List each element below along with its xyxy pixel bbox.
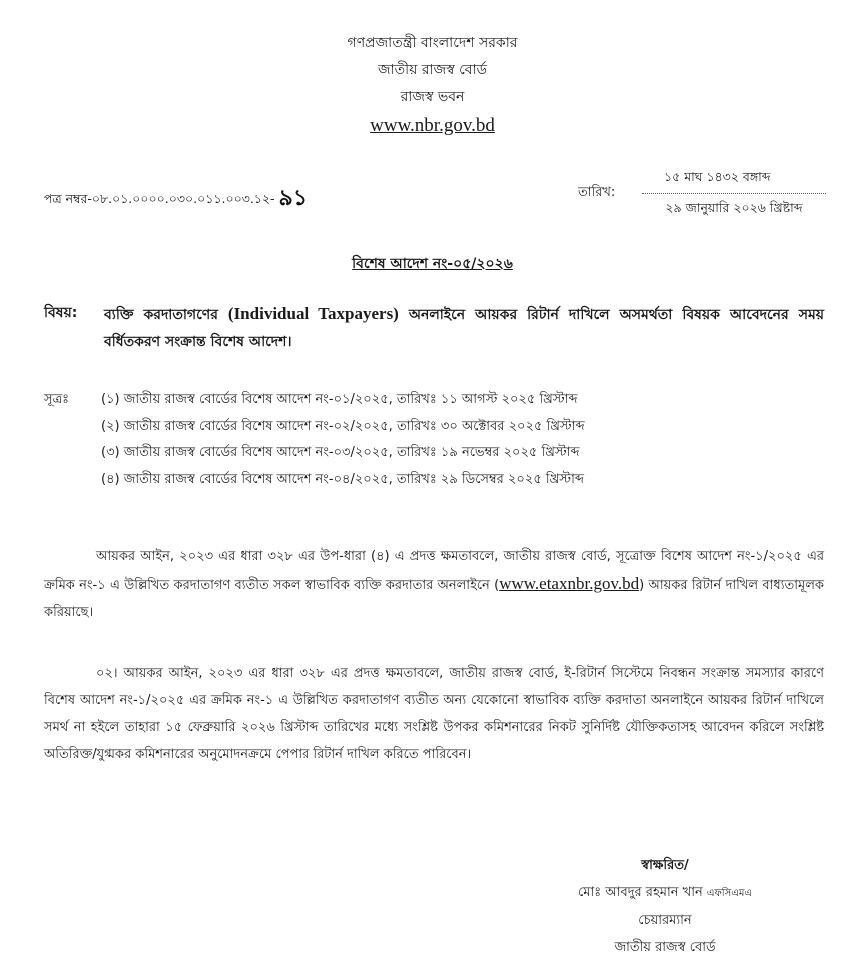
bangla-date: ১৫ মাঘ ১৪৩২ বঙ্গাব্দ	[642, 169, 826, 194]
handwritten-memo-number: ৯১	[278, 185, 308, 211]
subject-text	[104, 300, 824, 356]
order-title-text: বিশেষ আদেশ নং-০৫/২০২৬	[352, 256, 513, 272]
subject-section	[44, 300, 824, 356]
memo-number-label: পত্র নম্বর-০৮.০১.০০০০.০৩০.০১১.০০৩.১২-	[44, 191, 275, 206]
subject-text-part2: অনলাইনে আয়কর রিটার্ন দাখিলে অসমর্থতা বিষয়ক আবেদনের সময় বর্ধিতকরণ সংক্রান্ত বিশেষ আদেশ।	[104, 307, 824, 350]
reference-item: (৪) জাতীয় রাজস্ব বোর্ডের বিশেষ আদেশ নং-০৪/২০২৫, তারিখঃ ২৯ ডিসেম্বর ২০২৫ খ্রিস্টাব্দ	[101, 471, 584, 487]
references-list	[101, 387, 824, 493]
reference-item: (২) জাতীয় রাজস্ব বোর্ডের বিশেষ আদেশ নং-০২/২০২৫, তারিখঃ ৩০ অক্টোবর ২০২৫ খ্রিস্টাব্দ	[101, 418, 585, 434]
subject-label: বিষয়:	[44, 305, 78, 321]
memo-number	[44, 181, 307, 218]
date-label: তারিখ:	[578, 185, 616, 200]
reference-item: (৩) জাতীয় রাজস্ব বোর্ডের বিশেষ আদেশ নং-০৩/২০২৫, তারিখঃ ১৯ নভেম্বর ২০২৫ খ্রিস্টাব্দ	[101, 445, 580, 460]
board-name: জাতীয় রাজস্ব বোর্ড	[378, 62, 487, 78]
paragraph-1-text-end: আয়কর রিটার্ন দাখিল বাধ্যতামূলক করিয়াছে।	[44, 578, 824, 620]
subject-english-term: (Individual Taxpayers)	[227, 304, 399, 323]
paragraph-2-text: ০২। আয়কর আইন, ২০২৩ এর ধারা ৩২৮ এর প্রদত্ত ক্ষমতাবলে, জাতীয় রাজস্ব বোর্ড, ই-রিটার্ন সিস্টেমে নিবন্ধন সংক্রান্ত সমস্যার কারণে বিশেষ আদেশ নং-১/২০২৫ এর ক্রমিক নং-১ এ উল্লিখিত করদাতাগণ ব্যতীত অন্য যেকোনো স্বাভাবিক ব্যক্তি করদাতা অনলাইনে আয়কর রিটার্ন দাখিলে সমর্থ না হইলে তাহারা ১৫ ফেব্রুয়ারি ২০২৬ খ্রিস্টাব্দ তারিখের মধ্যে সংশ্লিষ্ট উপকর কমিশনারের নিকট সুনির্দিষ্ট যৌক্তিকতাসহ আবেদন করিলে সংশ্লিষ্ট অতিরিক্ত/যুগ্মকর কমিশনারের অনুমোদনক্রমে পেপার রিটার্ন দাখিল করিতে পারিবেন।	[44, 666, 824, 762]
building-name: রাজস্ব ভবন	[400, 89, 465, 105]
date-block	[642, 169, 826, 220]
letterhead	[0, 30, 865, 140]
paragraph-2	[44, 660, 824, 768]
signature-block	[520, 852, 810, 961]
signatory-designation: চেয়ারম্যান	[638, 913, 692, 928]
signed-label: স্বাক্ষরিত/	[641, 858, 689, 873]
subject-text-part1: ব্যক্তি করদাতাগণের	[104, 307, 228, 323]
government-name: গণপ্রজাতন্ত্রী বাংলাদেশ সরকার	[347, 35, 518, 51]
website-link[interactable]: www.nbr.gov.bd	[370, 115, 495, 136]
signatory-name: মোঃ আবদুর রহমান খান	[577, 885, 703, 900]
references-section	[44, 387, 824, 493]
paragraph-1-text: আয়কর আইন, ২০২৩ এর ধারা ৩২৮ এর উপ-ধারা (৪) এ প্রদত্ত ক্ষমতাবলে, জাতীয় রাজস্ব বোর্ড, সূত্রোক্ত বিশেষ আদেশ নং-১/২০২৫ এর ক্রমিক নং-১ এ উল্লিখিত করদাতাগণ ব্যতীত সকল স্বাভাবিক ব্যক্তি করদাতার অনলাইনে	[44, 549, 824, 593]
signatory-organization: জাতীয় রাজস্ব বোর্ড	[614, 940, 716, 955]
etax-link[interactable]: www.etaxnbr.gov.bd	[499, 574, 640, 593]
signatory-name-line	[520, 879, 810, 907]
references-label: সূত্রঃ	[44, 392, 70, 407]
paragraph-1	[44, 543, 824, 626]
link-close-paren: )	[639, 578, 645, 593]
gregorian-date: ২৯ জানুয়ারি ২০২৬ খ্রিষ্টাব্দ	[665, 200, 803, 215]
signatory-credential: এফসিএমএ	[706, 888, 753, 899]
reference-item: (১) জাতীয় রাজস্ব বোর্ডের বিশেষ আদেশ নং-০১/২০২৫, তারিখঃ ১১ আগস্ট ২০২৫ খ্রিস্টাব্দ	[101, 392, 578, 407]
order-title	[0, 252, 865, 276]
link-open-paren: (	[494, 578, 500, 593]
